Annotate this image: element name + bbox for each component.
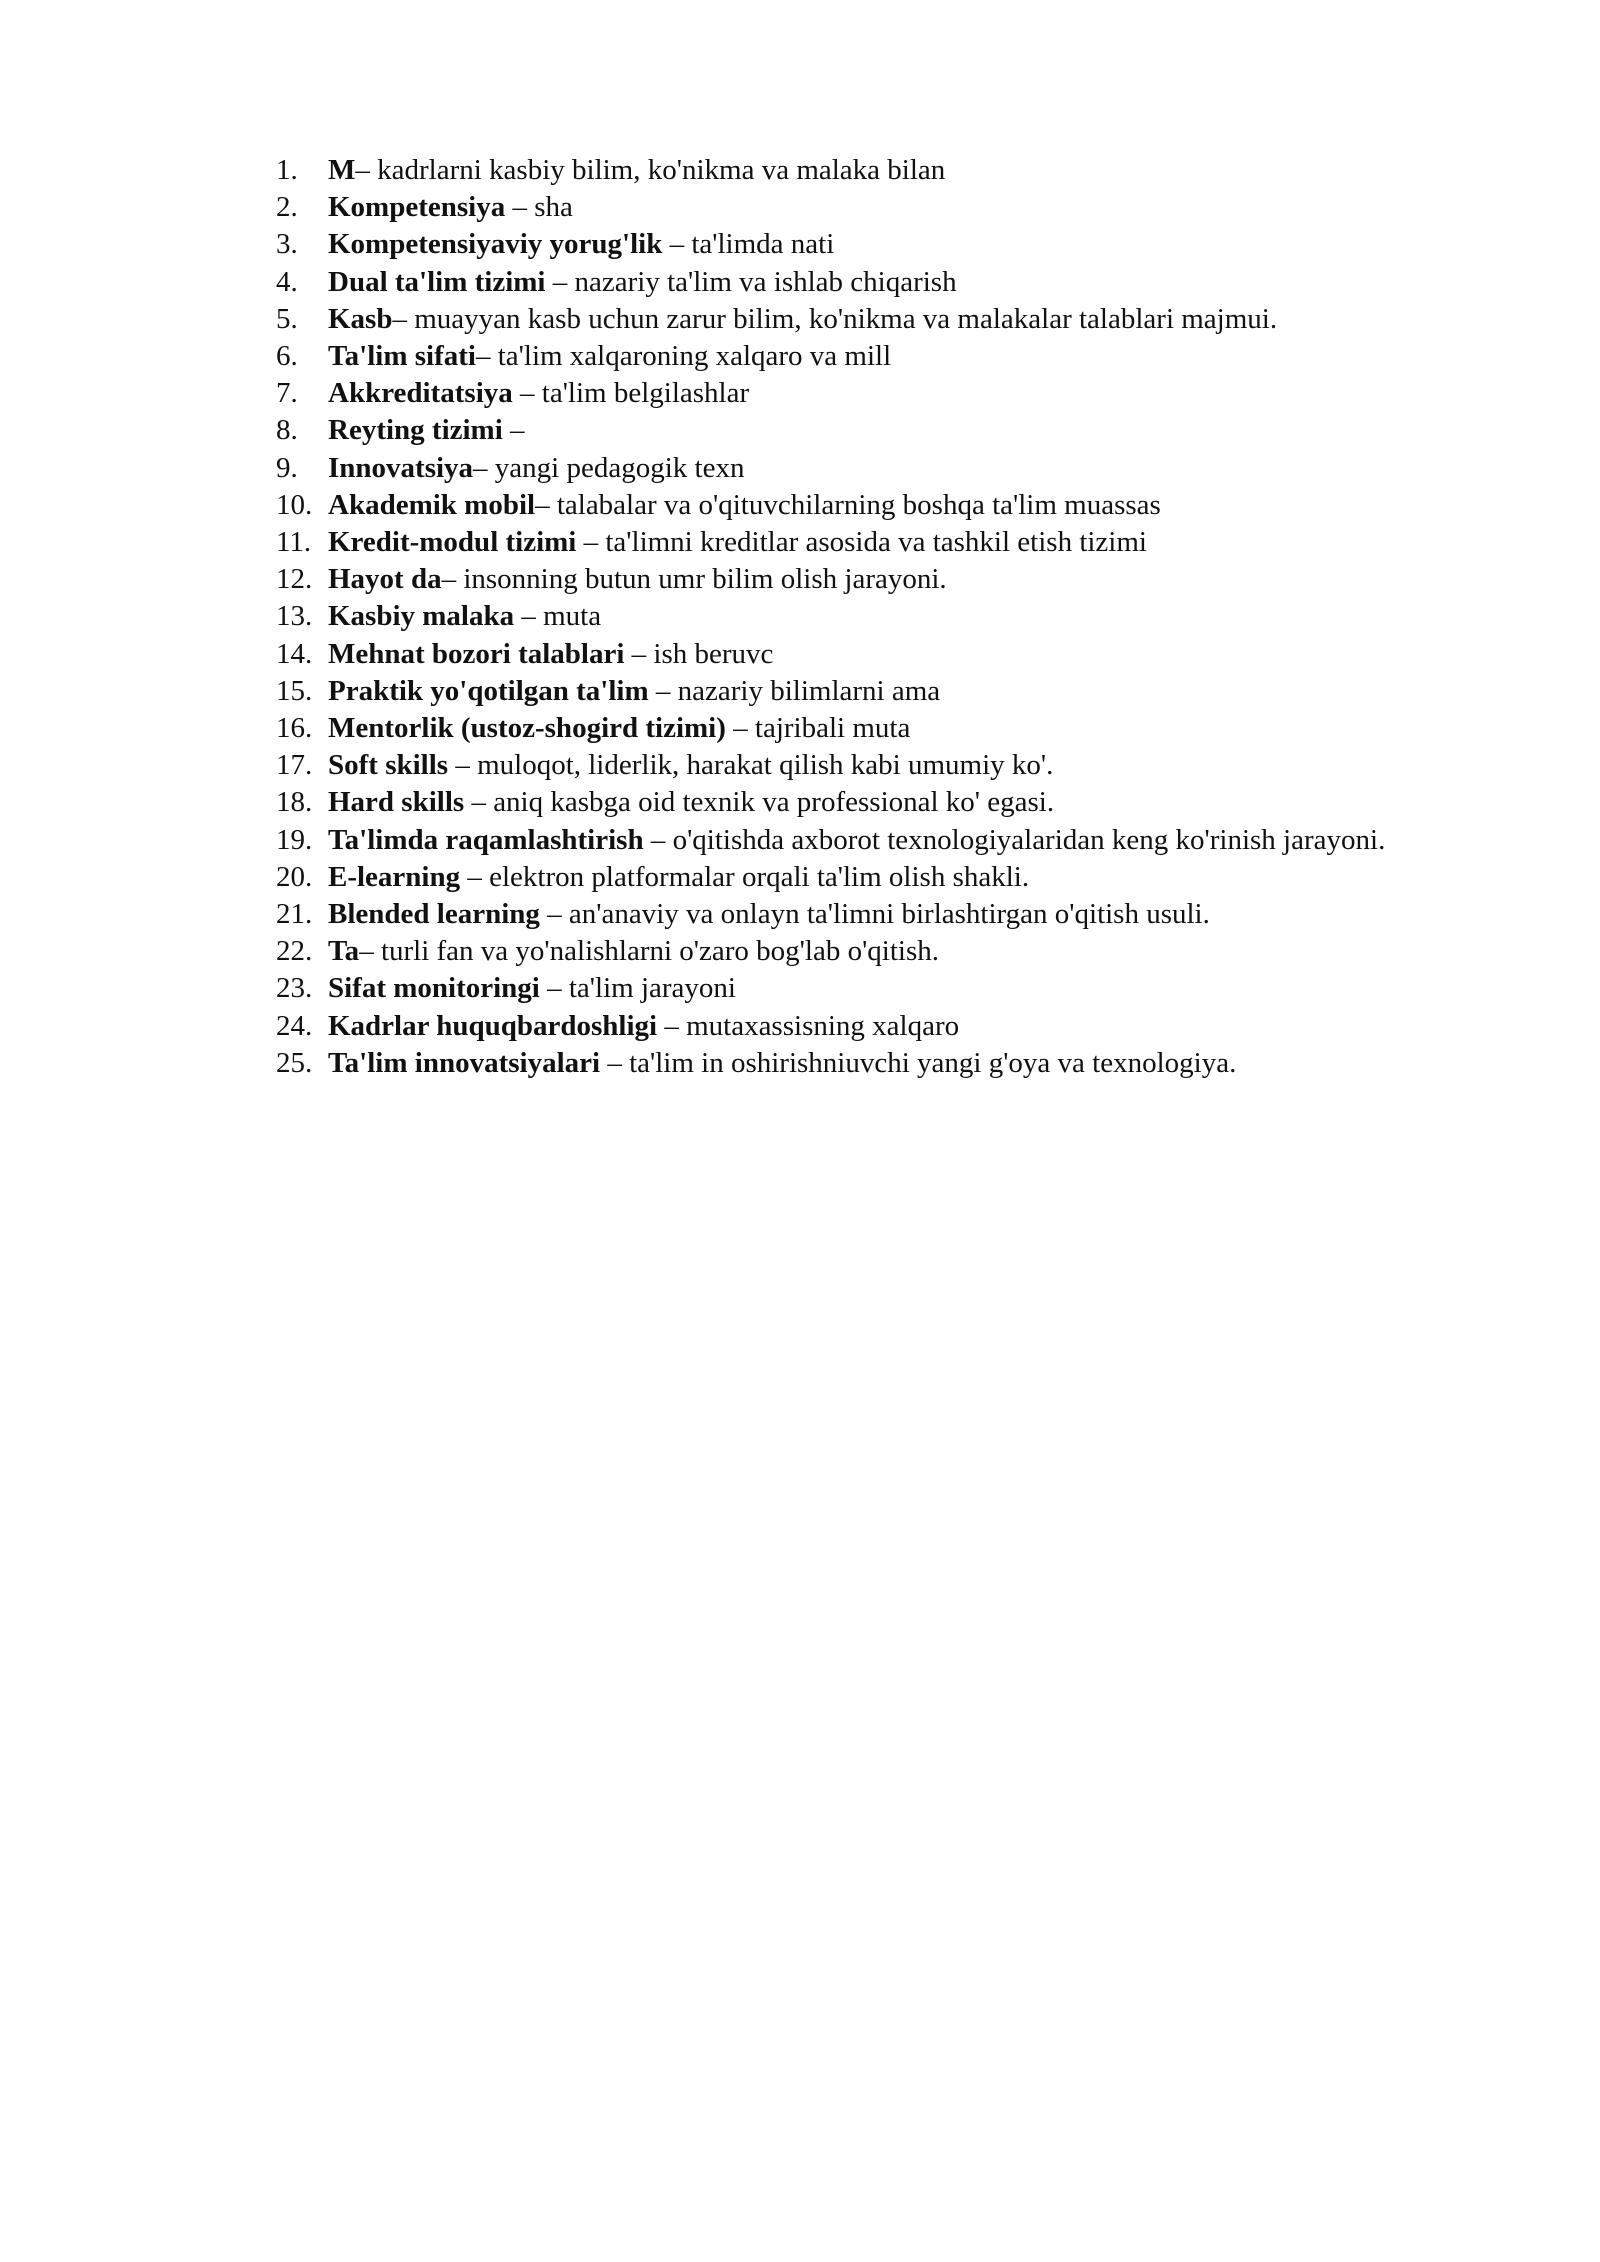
item-term: Dual ta'lim tizimi (328, 265, 546, 298)
item-definition: – nazariy bilimlarni ama (648, 674, 941, 707)
list-item (276, 598, 1416, 635)
item-term: Reyting tizimi (328, 414, 503, 447)
item-definition: – ta'lim in oshirishniuvchi yangi g'oya va texnologiya. (600, 1046, 1237, 1079)
item-text (328, 226, 1416, 263)
item-definition: – turli fan va yo'nalishlarni o'zaro bog'lab o'qitish. (359, 935, 940, 968)
item-text (328, 970, 1416, 1007)
item-term: Akademik mobil (328, 488, 536, 521)
item-definition: – ta'limda nati (662, 228, 835, 261)
item-term: Hayot da (328, 563, 442, 596)
item-number: 17. (276, 749, 313, 782)
item-number: 9. (276, 451, 298, 484)
item-text (328, 859, 1416, 896)
list-item (276, 673, 1416, 710)
item-term: Kadrlar huquqbardoshligi (328, 1009, 658, 1042)
item-number: 6. (276, 340, 298, 373)
item-definition: – mutaxassisning xalqaro (657, 1009, 960, 1042)
item-definition: – ish beruvc (624, 637, 774, 670)
item-number: 10. (276, 488, 313, 521)
list-item (276, 747, 1416, 784)
item-term: Hard skills (328, 786, 465, 819)
item-definition: – tajribali muta (725, 712, 911, 745)
item-text (328, 784, 1416, 821)
item-number: 15. (276, 674, 313, 707)
item-term: Innovatsiya (328, 451, 474, 484)
item-number: 19. (276, 823, 313, 856)
item-text (328, 412, 1416, 449)
list-item (276, 375, 1416, 412)
item-term: Ta'limda raqamlashtirish (328, 823, 644, 856)
list-item (276, 152, 1416, 189)
item-number: 24. (276, 1009, 313, 1042)
item-definition: – ta'limni kreditlar asosida va tashkil etish tizimi (576, 526, 1147, 559)
list-item (276, 450, 1416, 487)
item-definition: – insonning butun umr bilim olish jarayoni. (441, 563, 947, 596)
item-term: Kasbiy malaka (328, 600, 515, 633)
list-item (276, 524, 1416, 561)
item-number: 4. (276, 265, 298, 298)
item-definition: – ta'lim jarayoni (539, 972, 736, 1005)
item-term: M (328, 154, 356, 186)
item-text (328, 747, 1416, 784)
item-number: 11. (276, 526, 312, 559)
list-item (276, 859, 1416, 896)
list-item (276, 189, 1416, 226)
item-definition: – (502, 414, 525, 447)
item-number: 18. (276, 786, 313, 819)
item-term: Ta (328, 935, 360, 968)
item-definition: – elektron platformalar orqali ta'lim olish shakli. (460, 860, 1030, 893)
item-number: 8. (276, 414, 298, 447)
item-definition: – aniq kasbga oid texnik va professional ko' egasi. (464, 786, 1055, 819)
item-term: Kredit-modul tizimi (328, 526, 577, 559)
item-number: 21. (276, 898, 313, 931)
terms-list (276, 152, 1416, 1082)
item-term: Kasb (328, 302, 393, 335)
item-definition: – ta'lim xalqaroning xalqaro va mill (475, 340, 892, 373)
item-definition: – an'anaviy va onlayn ta'limni birlashtirgan o'qitish usuli. (539, 898, 1210, 931)
item-text (328, 933, 1416, 970)
item-number: 2. (276, 191, 298, 224)
item-text (328, 487, 1416, 524)
list-item (276, 1008, 1416, 1045)
item-number: 13. (276, 600, 313, 633)
item-number: 14. (276, 637, 313, 670)
list-item (276, 710, 1416, 747)
item-text (328, 896, 1416, 933)
item-term: Kompetensiya (328, 191, 506, 224)
item-text (328, 338, 1416, 375)
item-number: 7. (276, 377, 298, 410)
item-text (328, 524, 1416, 561)
item-definition: – sha (505, 191, 573, 224)
item-term: Praktik yo'qotilgan ta'lim (328, 674, 649, 707)
item-definition: – o'qitishda axborot texnologiyalaridan keng ko'rinish jarayoni. (643, 823, 1386, 856)
item-number: 3. (276, 228, 298, 261)
item-number: 12. (276, 563, 313, 596)
item-term: Ta'lim innovatsiyalari (328, 1046, 601, 1079)
item-definition: – muloqot, liderlik, harakat qilish kabi umumiy ko'. (448, 749, 1054, 782)
item-number: 25. (276, 1046, 313, 1079)
item-text (328, 598, 1416, 635)
item-definition: – muta (514, 600, 602, 633)
item-text (328, 822, 1416, 859)
item-number: 22. (276, 935, 313, 968)
item-term: Sifat monitoringi (328, 972, 540, 1005)
item-term: Soft skills (328, 749, 449, 782)
list-item (276, 412, 1416, 449)
item-definition: – ta'lim belgilashlar (512, 377, 750, 410)
item-term: Ta'lim sifati (328, 340, 476, 373)
item-definition: – yangi pedagogik texn (473, 451, 745, 484)
list-item (276, 264, 1416, 301)
item-text (328, 1008, 1416, 1045)
item-text (328, 673, 1416, 710)
item-text (328, 264, 1416, 301)
item-number: 23. (276, 972, 313, 1005)
list-item (276, 784, 1416, 821)
list-item (276, 487, 1416, 524)
item-definition: – muayyan kasb uchun zarur bilim, ko'nikma va malakalar talablari majmui. (392, 302, 1278, 335)
item-term: Kompetensiyaviy yorug'lik (328, 228, 663, 261)
item-number: 1. (276, 154, 298, 186)
item-text (328, 375, 1416, 412)
item-text (328, 450, 1416, 487)
item-text (328, 301, 1416, 338)
item-number: 16. (276, 712, 313, 745)
list-item (276, 338, 1416, 375)
item-number: 5. (276, 302, 298, 335)
list-item (276, 933, 1416, 970)
item-text (328, 561, 1416, 598)
item-text (328, 152, 1416, 189)
item-text (328, 636, 1416, 673)
item-number: 20. (276, 860, 313, 893)
item-term: Akkreditatsiya (328, 377, 513, 410)
list-item (276, 970, 1416, 1007)
list-item (276, 896, 1416, 933)
item-definition: – kadrlarni kasbiy bilim, ko'nikma va malaka bilan (355, 154, 946, 186)
list-item (276, 1045, 1416, 1082)
item-term: Blended learning (328, 898, 540, 931)
item-text (328, 710, 1416, 747)
item-definition: – nazariy ta'lim va ishlab chiqarish (545, 265, 957, 298)
item-text (328, 189, 1416, 226)
item-term: E-learning (328, 860, 461, 893)
item-term: Mehnat bozori talablari (328, 637, 625, 670)
list-item (276, 561, 1416, 598)
item-term: Mentorlik (ustoz-shogird tizimi) (328, 712, 726, 745)
list-item (276, 301, 1416, 338)
list-item (276, 822, 1416, 859)
list-item (276, 226, 1416, 263)
item-definition: – talabalar va o'qituvchilarning boshqa ta'lim muassas (535, 488, 1161, 521)
list-item (276, 636, 1416, 673)
item-text (328, 1045, 1416, 1082)
